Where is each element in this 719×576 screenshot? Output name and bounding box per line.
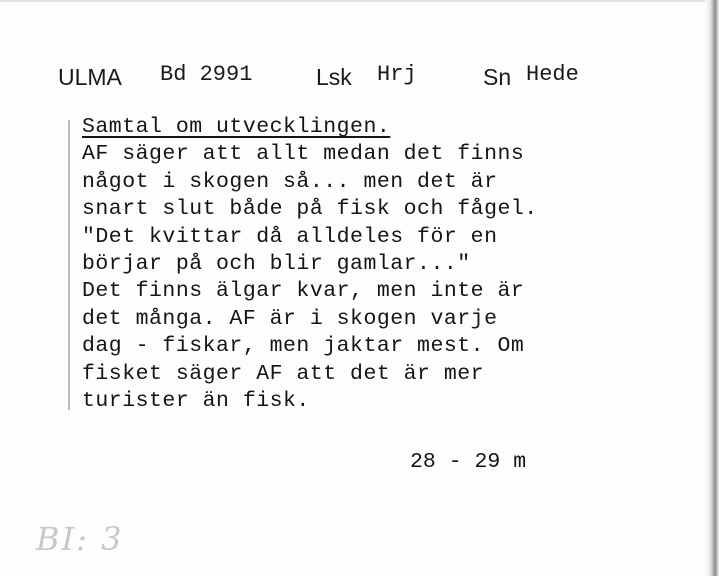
volume-number: Bd 2991 [160, 62, 253, 87]
province-code: Hrj [377, 62, 417, 87]
transcript-line: AF säger att allt medan det finns [82, 142, 525, 167]
margin-line [68, 120, 70, 410]
transcript-line: fisket säger AF att det är mer [82, 361, 485, 386]
transcript-line: snart slut både på fisk och fågel. [82, 197, 538, 222]
transcript-line: det många. AF är i skogen varje [82, 306, 498, 331]
transcript-line: Det finns älgar kvar, men inte är [82, 279, 525, 304]
transcript-line: dag - fiskar, men jaktar mest. Om [82, 334, 525, 359]
province-label: Lsk [316, 64, 352, 90]
parish-name: Hede [526, 62, 579, 87]
transcript-line: turister än fisk. [82, 389, 310, 414]
transcript-line: något i skogen så... men det är [82, 169, 498, 194]
card-header [0, 58, 719, 94]
card-top-edge [0, 0, 719, 2]
pencil-annotation: BI: 3 [36, 520, 124, 558]
parish-label: Sn [483, 64, 512, 90]
transcript-body [82, 114, 538, 415]
card-right-edge [705, 0, 719, 576]
page-range: 28 - 29 m [410, 450, 527, 474]
transcript-line: börjar på och blir gamlar..." [82, 252, 471, 277]
transcript-title: Samtal om utvecklingen. [82, 115, 391, 139]
archive-code: ULMA [58, 64, 122, 90]
transcript-line: "Det kvittar då alldeles för en [82, 224, 498, 249]
